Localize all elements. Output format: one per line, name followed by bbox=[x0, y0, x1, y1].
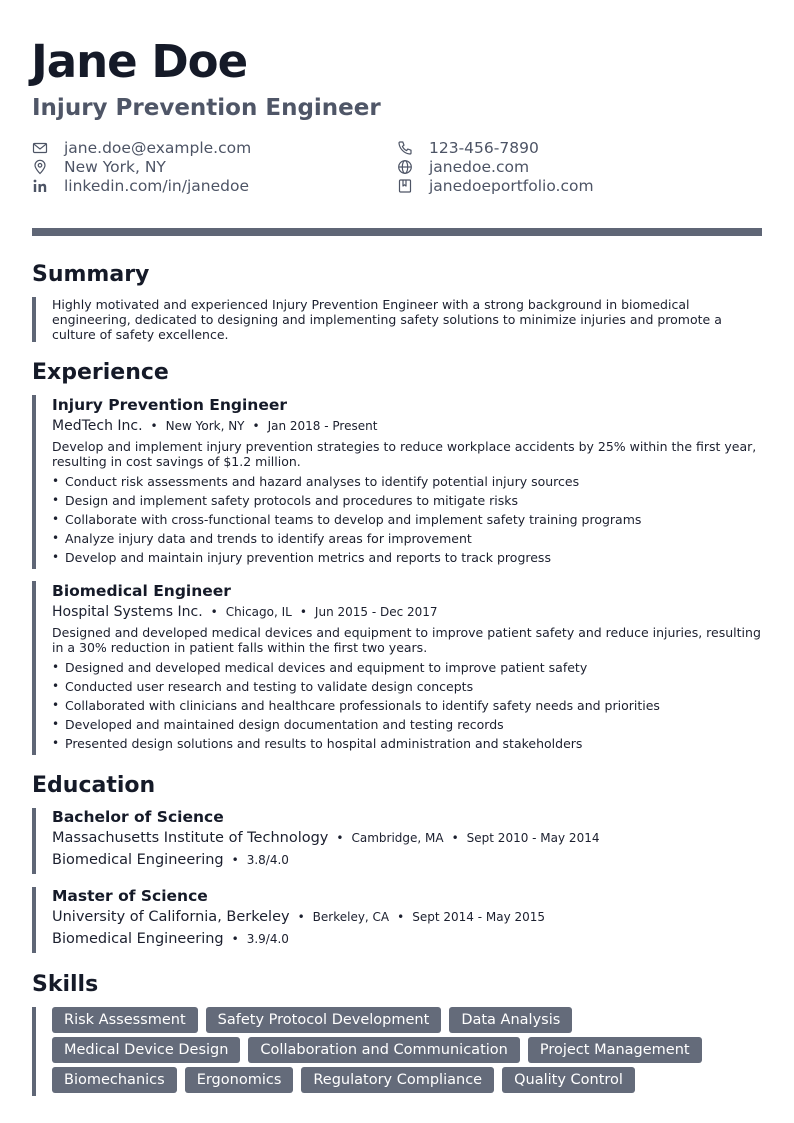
mail-icon bbox=[32, 140, 48, 156]
education-field: Biomedical Engineering bbox=[52, 852, 224, 868]
globe-icon bbox=[397, 159, 413, 175]
experience-location: Chicago, IL bbox=[225, 605, 292, 619]
skills-list bbox=[52, 1007, 764, 1097]
contact-list-right bbox=[397, 138, 594, 195]
education-location: Cambridge, MA bbox=[351, 831, 444, 845]
experience-item bbox=[52, 395, 764, 567]
education-school: Massachusetts Institute of Technology bbox=[52, 830, 329, 846]
bullet-item: • Collaborate with cross-functional teams to develop and implement safety training programs bbox=[52, 510, 764, 529]
contact-list-left bbox=[32, 138, 251, 195]
experience-company: Hospital Systems Inc. bbox=[52, 604, 203, 620]
bullet-item: • Developed and maintained design documentation and testing records bbox=[52, 715, 764, 734]
contact-portfolio-text: janedoeportfolio.com bbox=[429, 176, 594, 195]
education-school-line bbox=[52, 829, 764, 851]
education-item bbox=[52, 807, 764, 873]
education-dates: Sept 2010 - May 2014 bbox=[466, 831, 600, 845]
contact-phone-text: 123-456-7890 bbox=[429, 138, 539, 157]
summary-text: Highly motivated and experienced Injury Prevention Engineer with a strong background in biomedical engineering, dedicated to designing and implementing safety solutions to minimize injuries and promote a culture of safety excellence. bbox=[52, 297, 722, 342]
experience-heading: Experience bbox=[32, 360, 169, 385]
summary-block bbox=[52, 297, 742, 342]
education-accent-bar bbox=[32, 808, 36, 874]
bullet-item: • Develop and maintain injury prevention metrics and reports to track progress bbox=[52, 548, 764, 567]
experience-job-title: Injury Prevention Engineer bbox=[52, 396, 287, 414]
skill-tag: Ergonomics bbox=[185, 1067, 294, 1093]
separator-dot: • bbox=[297, 910, 305, 924]
skill-tag: Medical Device Design bbox=[52, 1037, 240, 1063]
experience-bullets bbox=[52, 472, 764, 567]
skill-tag: Collaboration and Communication bbox=[248, 1037, 519, 1063]
location-pin-icon bbox=[32, 159, 48, 175]
education-school-line bbox=[52, 908, 764, 930]
header-divider bbox=[32, 228, 762, 236]
bullet-item: • Design and implement safety protocols and procedures to mitigate risks bbox=[52, 491, 764, 510]
experience-company: MedTech Inc. bbox=[52, 418, 143, 434]
experience-meta bbox=[52, 417, 764, 439]
education-field-line bbox=[52, 930, 764, 952]
education-gpa: 3.8/4.0 bbox=[246, 853, 289, 867]
linkedin-icon bbox=[32, 178, 48, 194]
contact-location bbox=[32, 157, 251, 176]
skill-tag: Data Analysis bbox=[449, 1007, 572, 1033]
education-field: Biomedical Engineering bbox=[52, 931, 224, 947]
skill-tag: Regulatory Compliance bbox=[301, 1067, 494, 1093]
summary-accent-bar bbox=[32, 297, 36, 342]
experience-location: New York, NY bbox=[165, 419, 245, 433]
separator-dot: • bbox=[150, 419, 158, 433]
contact-linkedin-text: linkedin.com/in/janedoe bbox=[64, 176, 249, 195]
education-degree: Master of Science bbox=[52, 887, 208, 905]
bullet-item: • Conduct risk assessments and hazard analyses to identify potential injury sources bbox=[52, 472, 764, 491]
experience-dates: Jun 2015 - Dec 2017 bbox=[314, 605, 438, 619]
contact-website[interactable] bbox=[397, 157, 594, 176]
contact-linkedin[interactable] bbox=[32, 176, 251, 195]
separator-dot: • bbox=[231, 853, 239, 867]
contact-location-text: New York, NY bbox=[64, 157, 166, 176]
skills-accent-bar bbox=[32, 1007, 36, 1096]
contact-phone[interactable] bbox=[397, 138, 594, 157]
separator-dot: • bbox=[397, 910, 405, 924]
experience-accent-bar bbox=[32, 581, 36, 755]
phone-icon bbox=[397, 140, 413, 156]
education-location: Berkeley, CA bbox=[312, 910, 390, 924]
experience-bullets bbox=[52, 658, 764, 753]
skill-tag: Risk Assessment bbox=[52, 1007, 198, 1033]
education-field-line bbox=[52, 851, 764, 873]
bullet-item: • Collaborated with clinicians and healthcare professionals to identify safety needs and priorities bbox=[52, 696, 764, 715]
contact-website-text: janedoe.com bbox=[429, 157, 530, 176]
summary-heading: Summary bbox=[32, 262, 150, 287]
experience-item bbox=[52, 581, 764, 753]
skills-heading: Skills bbox=[32, 972, 99, 997]
contact-email[interactable] bbox=[32, 138, 251, 157]
experience-description: Develop and implement injury prevention strategies to reduce workplace accidents by 25% within the first year, resulting in cost savings of $1.2 million. bbox=[52, 439, 757, 469]
separator-dot: • bbox=[252, 419, 260, 433]
candidate-name: Jane Doe bbox=[31, 35, 248, 88]
education-gpa: 3.9/4.0 bbox=[246, 932, 289, 946]
skill-tag: Biomechanics bbox=[52, 1067, 177, 1093]
separator-dot: • bbox=[451, 831, 459, 845]
education-dates: Sept 2014 - May 2015 bbox=[412, 910, 546, 924]
contact-email-text: jane.doe@example.com bbox=[64, 138, 252, 157]
experience-accent-bar bbox=[32, 395, 36, 569]
education-heading: Education bbox=[32, 773, 156, 798]
separator-dot: • bbox=[336, 831, 344, 845]
separator-dot: • bbox=[231, 932, 239, 946]
experience-meta bbox=[52, 603, 764, 625]
bullet-item: • Designed and developed medical devices and equipment to improve patient safety bbox=[52, 658, 764, 677]
separator-dot: • bbox=[210, 605, 218, 619]
education-school: University of California, Berkeley bbox=[52, 909, 290, 925]
experience-job-title: Biomedical Engineer bbox=[52, 582, 231, 600]
experience-dates: Jan 2018 - Present bbox=[267, 419, 378, 433]
skill-tag: Quality Control bbox=[502, 1067, 635, 1093]
bullet-item: • Analyze injury data and trends to identify areas for improvement bbox=[52, 529, 764, 548]
separator-dot: • bbox=[299, 605, 307, 619]
bullet-item: • Conducted user research and testing to validate design concepts bbox=[52, 677, 764, 696]
contact-portfolio[interactable] bbox=[397, 176, 594, 195]
job-title-heading: Injury Prevention Engineer bbox=[32, 95, 381, 121]
education-item bbox=[52, 886, 764, 952]
bullet-item: • Presented design solutions and results to hospital administration and stakeholders bbox=[52, 734, 764, 753]
portfolio-icon bbox=[397, 178, 413, 194]
skill-tag: Project Management bbox=[528, 1037, 702, 1063]
education-accent-bar bbox=[32, 887, 36, 953]
experience-description: Designed and developed medical devices and equipment to improve patient safety and reduce injuries, resulting in a 30% reduction in patient falls within the first two years. bbox=[52, 625, 761, 655]
education-degree: Bachelor of Science bbox=[52, 808, 224, 826]
skill-tag: Safety Protocol Development bbox=[206, 1007, 442, 1033]
